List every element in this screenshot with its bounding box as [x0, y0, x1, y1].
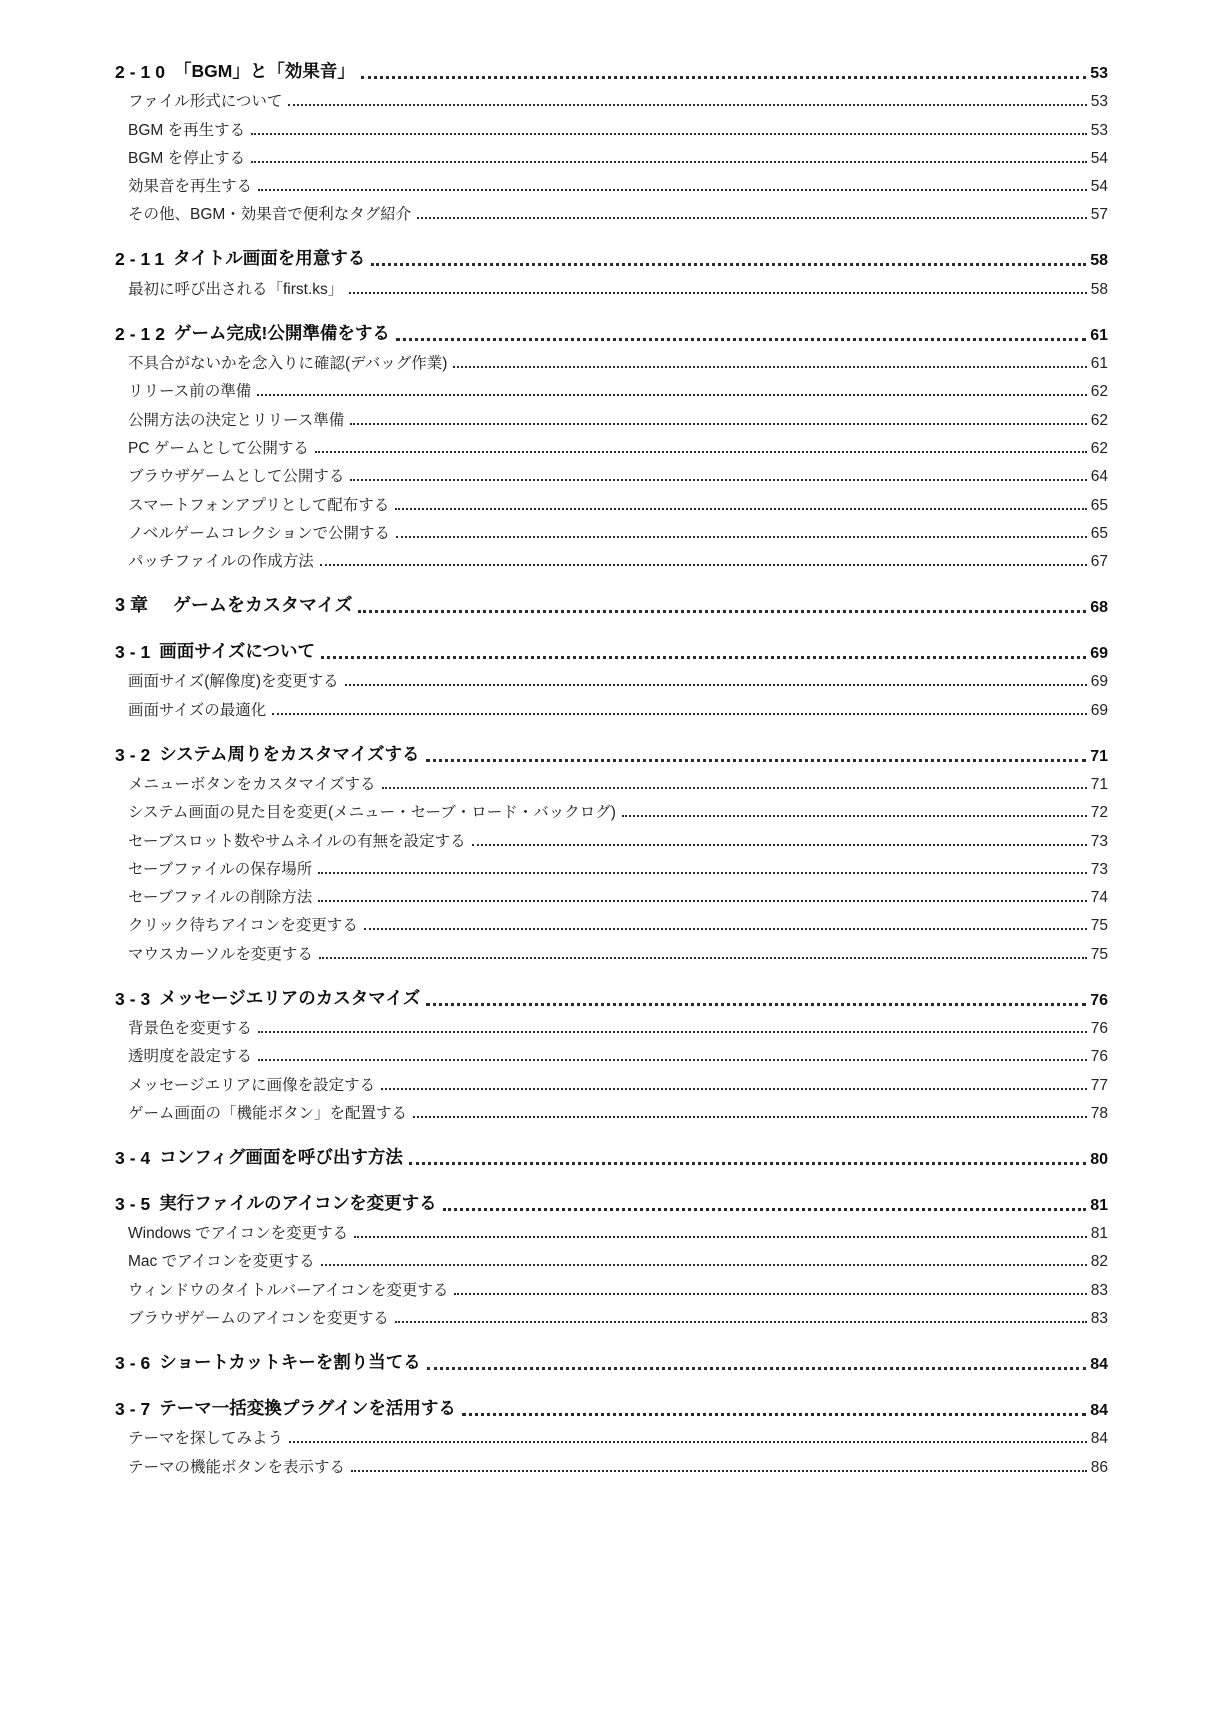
toc-entry[interactable]: [115, 1451, 1108, 1479]
toc-entry-page: 61: [1090, 355, 1108, 373]
dot-leader: [350, 479, 1086, 481]
toc-entry-page: 65: [1090, 524, 1108, 542]
toc-entry-page: 72: [1090, 804, 1108, 822]
toc-entry-title: システム画面の見た目を変更(メニュー・セーブ・ロード・バックログ): [128, 804, 616, 822]
toc-entry-page: 80: [1090, 1150, 1108, 1168]
dot-leader: [258, 189, 1087, 191]
toc-entry[interactable]: [115, 546, 1108, 574]
toc-entry-number: 3-5: [115, 1193, 156, 1214]
toc-entry-title: マウスカーソルを変更する: [128, 945, 313, 963]
toc-entry-page: 62: [1090, 439, 1108, 457]
toc-entry-title: セーブスロット数やサムネイルの有無を設定する: [128, 832, 466, 850]
dot-leader: [454, 1293, 1086, 1295]
toc-entry-page: 81: [1090, 1225, 1108, 1243]
dot-leader: [351, 1470, 1087, 1472]
toc-entry-title: ウィンドウのタイトルバーアイコンを変更する: [128, 1281, 449, 1299]
toc-entry-page: 77: [1090, 1076, 1108, 1094]
dot-leader: [321, 1264, 1087, 1266]
toc-entry-title: テーマを探してみよう: [128, 1430, 284, 1448]
toc-entry[interactable]: [115, 984, 1108, 1012]
toc-entry[interactable]: [115, 1144, 1108, 1172]
dot-leader: [395, 1321, 1087, 1323]
toc-entry[interactable]: [115, 694, 1108, 722]
toc-entry-page: 65: [1090, 496, 1108, 514]
toc-entry[interactable]: [115, 1303, 1108, 1331]
toc-entry[interactable]: [115, 854, 1108, 882]
toc-entry[interactable]: [115, 1246, 1108, 1274]
toc-entry[interactable]: [115, 461, 1108, 489]
toc-entry[interactable]: [115, 592, 1108, 620]
dot-leader: [258, 1031, 1087, 1033]
dot-leader: [382, 787, 1087, 789]
toc-entry[interactable]: [115, 769, 1108, 797]
toc-entry-page: 84: [1090, 1402, 1108, 1420]
toc-entry[interactable]: [115, 348, 1108, 376]
toc-entry[interactable]: [115, 273, 1108, 301]
toc-entry-title: ファイル形式について: [128, 93, 283, 111]
dot-leader: [258, 1059, 1087, 1061]
dot-leader: [354, 1236, 1087, 1238]
dot-leader: [409, 1162, 1086, 1165]
toc-entry[interactable]: [115, 882, 1108, 910]
toc-entry-page: 67: [1090, 553, 1108, 571]
toc-entry-title: ブラウザゲームのアイコンを変更する: [128, 1310, 389, 1328]
toc-entry[interactable]: [115, 245, 1108, 273]
toc-entry-title: 背景色を変更する: [128, 1020, 253, 1038]
dot-leader: [381, 1088, 1087, 1090]
toc-entry-title: 透明度を設定する: [128, 1048, 253, 1066]
toc-entry-page: 81: [1090, 1196, 1108, 1214]
dot-leader: [396, 338, 1086, 341]
dot-leader: [272, 713, 1086, 715]
toc-entry-page: 76: [1090, 991, 1108, 1009]
toc-entry[interactable]: [115, 171, 1108, 199]
toc-entry-page: 84: [1090, 1356, 1108, 1374]
toc-entry-title: Mac でアイコンを変更する: [128, 1253, 315, 1271]
toc-entry-page: 53: [1090, 93, 1108, 111]
toc-entry[interactable]: [115, 1349, 1108, 1377]
dot-leader: [417, 217, 1086, 219]
toc-entry[interactable]: [115, 404, 1108, 432]
toc-entry-title: 効果音を再生する: [128, 178, 253, 196]
toc-entry-page: 53: [1090, 64, 1108, 82]
toc-entry[interactable]: [115, 1395, 1108, 1423]
dot-leader: [349, 292, 1086, 294]
toc-entry-page: 69: [1090, 701, 1108, 719]
toc-entry-page: 69: [1090, 645, 1108, 663]
toc-entry-title: ゲーム完成!公開準備をする: [174, 322, 390, 343]
toc-entry-title: セーブファイルの保存場所: [128, 860, 313, 878]
toc-entry[interactable]: [115, 1041, 1108, 1069]
dot-leader: [472, 844, 1087, 846]
toc-entry-title: Windows でアイコンを変更する: [128, 1225, 349, 1243]
toc-entry-page: 61: [1090, 326, 1108, 344]
dot-leader: [371, 263, 1086, 266]
toc-entry-title: システム周りをカスタマイズする: [159, 743, 420, 764]
toc-entry[interactable]: [115, 938, 1108, 966]
dot-leader: [395, 508, 1086, 510]
toc-entry-page: 69: [1090, 673, 1108, 691]
toc-entry-page: 86: [1090, 1458, 1108, 1476]
toc-entry-page: 73: [1090, 832, 1108, 850]
toc-entry-number: 3-7: [115, 1399, 156, 1420]
toc-entry[interactable]: [115, 666, 1108, 694]
toc-entry-title: セーブファイルの削除方法: [128, 889, 313, 907]
toc-entry-title: 画面サイズについて: [159, 641, 316, 662]
toc-entry-title: BGM を停止する: [128, 149, 246, 167]
dot-leader: [443, 1208, 1087, 1211]
toc-entry-number: 3-6: [115, 1353, 156, 1374]
dot-leader: [320, 564, 1087, 566]
toc-entry[interactable]: [115, 1423, 1108, 1451]
toc-entry-title: クリック待ちアイコンを変更する: [128, 917, 358, 935]
toc-entry[interactable]: [115, 1098, 1108, 1126]
toc-entry-title: ゲーム画面の「機能ボタン」を配置する: [128, 1104, 408, 1122]
toc-entry[interactable]: [115, 433, 1108, 461]
dot-leader: [251, 161, 1087, 163]
toc-entry[interactable]: [115, 114, 1108, 142]
toc-entry-title: PC ゲームとして公開する: [128, 439, 309, 457]
toc-entry-title: タイトル画面を用意する: [173, 248, 366, 269]
dot-leader: [364, 928, 1087, 930]
toc-entry-title: メニューボタンをカスタマイズする: [128, 775, 376, 793]
toc-entry[interactable]: [115, 638, 1108, 666]
dot-leader: [453, 366, 1086, 368]
dot-leader: [396, 536, 1087, 538]
toc-entry[interactable]: [115, 489, 1108, 517]
toc-entry-page: 73: [1090, 860, 1108, 878]
toc-entry-title: 公開方法の決定とリリース準備: [128, 411, 345, 429]
toc-entry[interactable]: [115, 58, 1108, 86]
dot-leader: [319, 957, 1087, 959]
toc-entry-number: 3-2: [115, 744, 156, 765]
toc-entry-page: 54: [1090, 149, 1108, 167]
toc-entry-title: パッチファイルの作成方法: [128, 553, 314, 571]
toc-entry-title: テーマ一括変換プラグインを活用する: [159, 1398, 456, 1419]
toc-entry-title: コンフィグ画面を呼び出す方法: [159, 1146, 403, 1167]
toc-entry-title: 最初に呼び出される「first.ks」: [128, 280, 344, 298]
dot-leader: [345, 684, 1087, 686]
toc-entry-page: 57: [1090, 206, 1108, 224]
dot-leader: [321, 656, 1086, 659]
toc-entry-page: 75: [1090, 917, 1108, 935]
toc-entry-title: メッセージエリアに画像を設定する: [128, 1076, 376, 1094]
toc-entry-title: テーマの機能ボタンを表示する: [128, 1458, 346, 1476]
dot-leader: [289, 1441, 1087, 1443]
toc-entry-page: 71: [1090, 747, 1108, 765]
toc-entry[interactable]: [115, 319, 1108, 347]
toc-entry-number: 2-12: [115, 323, 171, 344]
toc-entry-page: 84: [1090, 1430, 1108, 1448]
toc-entry-page: 76: [1090, 1048, 1108, 1066]
dot-leader: [257, 394, 1087, 396]
dot-leader: [318, 872, 1086, 874]
toc-entry-page: 62: [1090, 383, 1108, 401]
toc-entry-title: リリース前の準備: [128, 383, 252, 401]
toc-entry[interactable]: [115, 825, 1108, 853]
toc-entry-page: 75: [1090, 945, 1108, 963]
toc-entry[interactable]: [115, 86, 1108, 114]
toc-entry[interactable]: [115, 740, 1108, 768]
toc-entry[interactable]: [115, 376, 1108, 404]
toc-entry-page: 64: [1090, 468, 1108, 486]
toc-entry-title: ノベルゲームコレクションで公開する: [128, 524, 390, 542]
dot-leader: [318, 900, 1086, 902]
dot-leader: [462, 1413, 1086, 1416]
toc-entry-page: 83: [1090, 1281, 1108, 1299]
toc-entry-number: 2-10: [115, 61, 171, 82]
toc-entry-page: 62: [1090, 411, 1108, 429]
toc-entry[interactable]: [115, 199, 1108, 227]
toc-entry-title: ゲームをカスタマイズ: [173, 595, 353, 616]
dot-leader: [251, 133, 1087, 135]
toc-entry[interactable]: [115, 910, 1108, 938]
toc-entry[interactable]: [115, 143, 1108, 171]
dot-leader: [361, 76, 1086, 79]
toc-entry-title: ショートカットキーを割り当てる: [159, 1352, 421, 1373]
toc-entry-title: 画面サイズ(解像度)を変更する: [128, 673, 339, 691]
toc-entry-page: 74: [1090, 889, 1108, 907]
dot-leader: [413, 1116, 1087, 1118]
toc-entry-title: 不具合がないかを念入りに確認(デバッグ作業): [128, 355, 448, 373]
dot-leader: [427, 1367, 1086, 1370]
toc-entry-page: 58: [1090, 280, 1108, 298]
toc-entry-number: 3-1: [115, 642, 156, 663]
toc-entry-page: 71: [1090, 775, 1108, 793]
toc-entry-title: スマートフォンアプリとして配布する: [128, 496, 390, 514]
toc-entry[interactable]: [115, 1069, 1108, 1097]
toc-entry[interactable]: [115, 1190, 1108, 1218]
toc-entry-title: 実行ファイルのアイコンを変更する: [159, 1192, 437, 1213]
toc-entry-title: その他、BGM・効果音で便利なタグ紹介: [128, 206, 412, 224]
toc-entry-page: 83: [1090, 1310, 1108, 1328]
toc-entry-page: 78: [1090, 1104, 1108, 1122]
toc-entry-page: 58: [1090, 252, 1108, 270]
dot-leader: [426, 1003, 1086, 1006]
dot-leader: [315, 451, 1087, 453]
toc-entry-number: 3-4: [115, 1147, 156, 1168]
toc-entry[interactable]: [115, 518, 1108, 546]
toc-entry-title: 画面サイズの最適化: [128, 701, 267, 719]
toc-entry-title: ブラウザゲームとして公開する: [128, 468, 345, 486]
toc-entry-title: 「BGM」と「効果音」: [174, 60, 355, 81]
dot-leader: [426, 759, 1087, 762]
toc-entry[interactable]: [115, 797, 1108, 825]
toc-entry-page: 53: [1090, 121, 1108, 139]
toc-entry-page: 82: [1090, 1253, 1108, 1271]
toc-entry-title: BGM を再生する: [128, 121, 246, 139]
toc-entry-number: 2-11: [115, 249, 170, 270]
dot-leader: [622, 815, 1087, 817]
toc-entry[interactable]: [115, 1274, 1108, 1302]
toc-entry-page: 68: [1090, 599, 1108, 617]
toc-entry-number: 3章: [115, 595, 154, 616]
toc-entry[interactable]: [115, 1218, 1108, 1246]
toc-entry[interactable]: [115, 1013, 1108, 1041]
dot-leader: [288, 104, 1086, 106]
toc-entry-number: 3-3: [115, 988, 156, 1009]
toc-entry-title: メッセージエリアのカスタマイズ: [159, 987, 421, 1008]
toc-list: [115, 40, 1108, 1480]
toc-entry-page: 76: [1090, 1020, 1108, 1038]
dot-leader: [350, 423, 1087, 425]
dot-leader: [358, 610, 1086, 613]
toc-entry-page: 54: [1090, 178, 1108, 196]
